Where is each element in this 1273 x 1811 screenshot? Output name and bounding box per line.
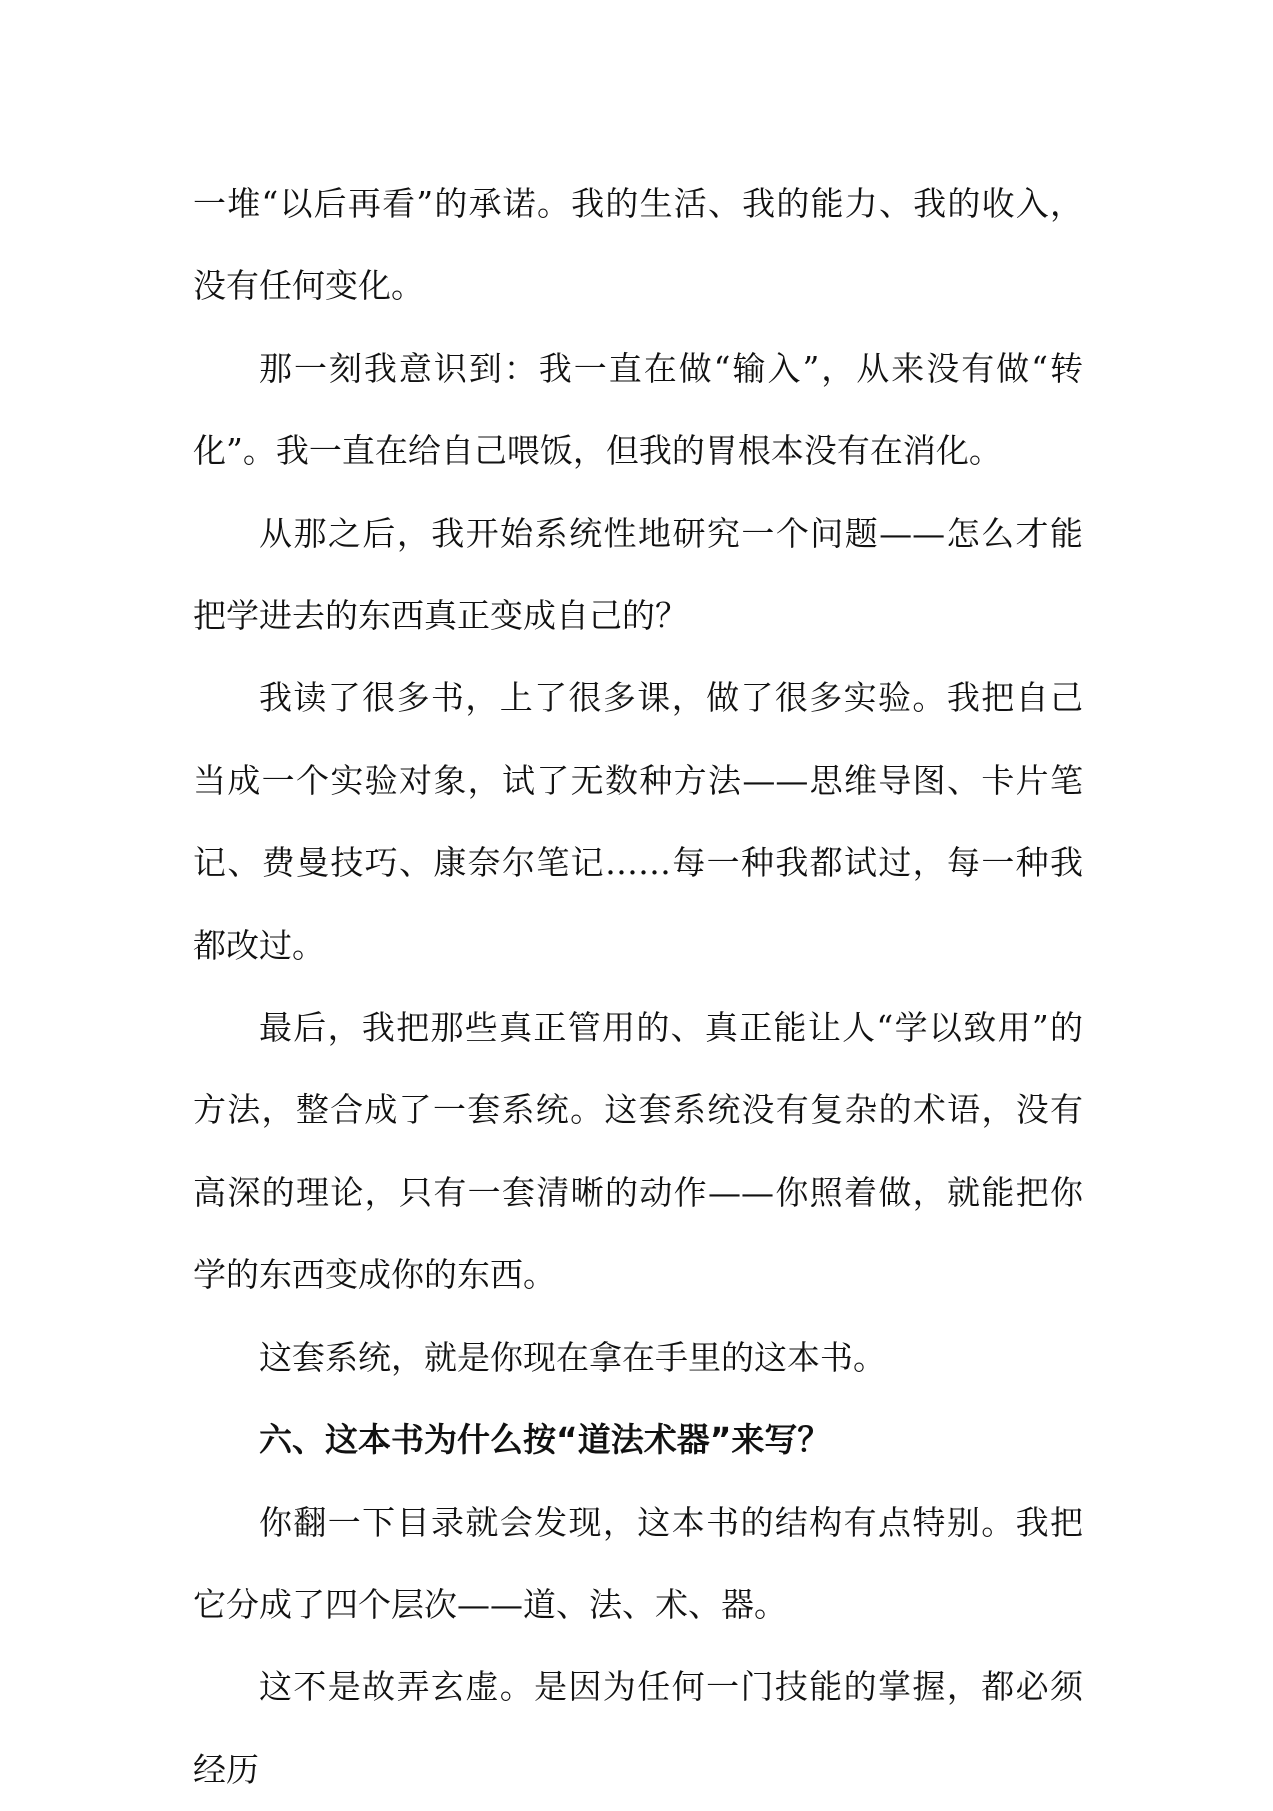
paragraph-book-structure: 你翻一下目录就会发现，这本书的结构有点特别。我把它分成了四个层次——道、法、术、器。 bbox=[193, 1502, 1083, 1624]
paragraph-this-book: 这套系统，就是你现在拿在手里的这本书。 bbox=[259, 1337, 886, 1377]
paragraph-continuation: 一堆“以后再看”的承诺。我的生活、我的能力、我的收入，没有任何变化。 bbox=[193, 184, 1083, 306]
paragraph-system-integration: 最后，我把那些真正管用的、真正能让人“学以致用”的方法，整合成了一套系统。这套系统没有复杂的术语，没有高深的理论，只有一套清晰的动作——你照着做，就能把你学的东西变成你的东西。 bbox=[193, 1008, 1083, 1295]
paragraph-skill-mastery: 这不是故弄玄虚。是因为任何一门技能的掌握，都必须经历 bbox=[193, 1667, 1083, 1789]
paragraph-experiments: 我读了很多书，上了很多课，做了很多实验。我把自己当成一个实验对象，试了无数种方法——思维导图、卡片笔记、费曼技巧、康奈尔笔记……每一种我都试过，每一种我都改过。 bbox=[193, 678, 1083, 965]
document-body bbox=[193, 163, 1083, 1811]
paragraph-systematic-research: 从那之后，我开始系统性地研究一个问题——怎么才能把学进去的东西真正变成自己的？ bbox=[193, 513, 1083, 636]
paragraph-input-vs-transform: 那一刻我意识到：我一直在做“输入”，从来没有做“转化”。我一直在给自己喂饭，但我的胃根本没有在消化。 bbox=[193, 348, 1083, 471]
section-heading: 六、这本书为什么按“道法术器”来写？ bbox=[259, 1420, 831, 1460]
